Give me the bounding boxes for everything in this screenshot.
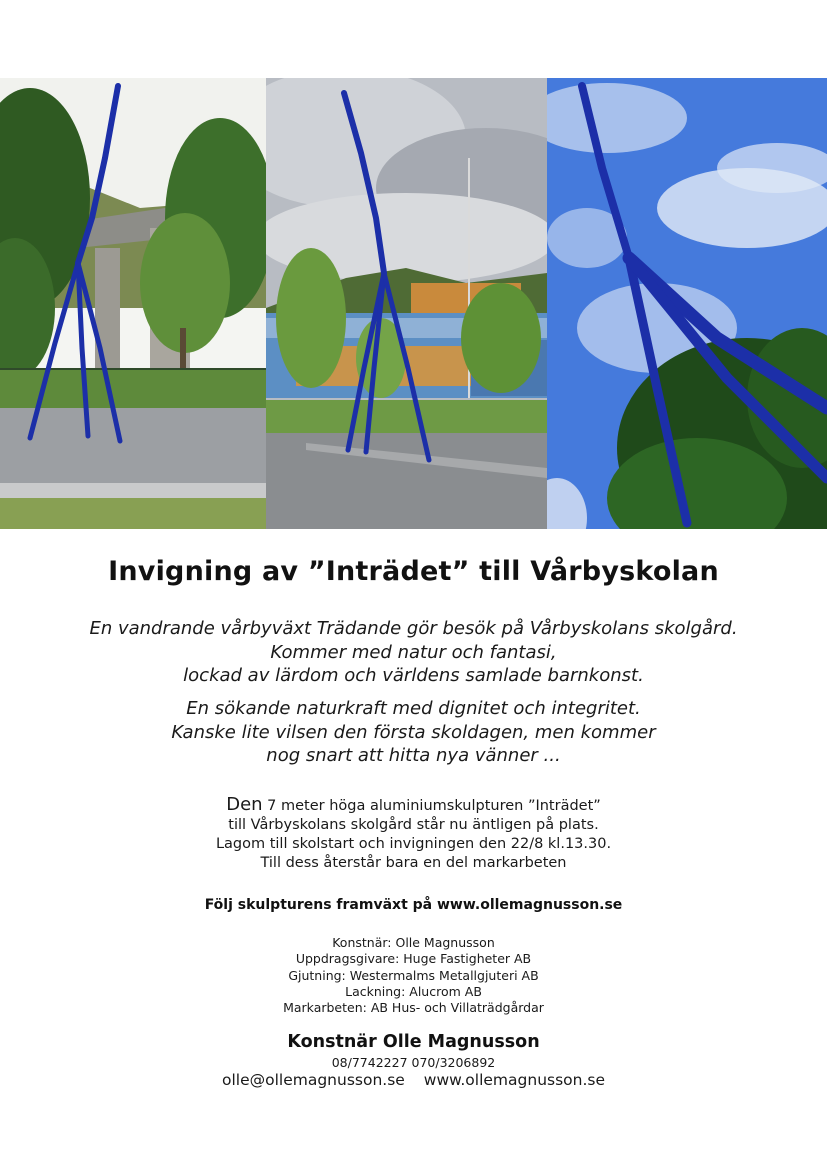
credit-line: Uppdragsgivare: Huge Fastigheter AB — [295, 951, 532, 967]
credit-line: Konstnär: Olle Magnusson — [332, 935, 495, 950]
poem-line: nog snart att hitta nya vänner ... — [266, 745, 561, 766]
credit-line: Lackning: Alucrom AB — [345, 983, 482, 999]
phone-numbers: 08/7742227 070/3206892 — [331, 1055, 496, 1070]
credits-list — [0, 935, 827, 1016]
announcement-line: till Vårbyskolans skolgård står nu äntligen på plats. — [228, 817, 599, 833]
poem-line: lockad av lärdom och världens samlade barnkonst. — [183, 665, 644, 686]
credit-line: Markarbeten: AB Hus- och Villaträdgårdar — [283, 1000, 544, 1016]
sculpture-photo-school — [266, 78, 547, 529]
poem-stanza-2 — [0, 697, 827, 768]
announcement-line: Lagom till skolstart och invigningen den 22/8 kl.13.30. — [215, 836, 612, 852]
announcement-first-word: Den — [226, 794, 263, 815]
announcement-text — [0, 795, 827, 873]
announcement-first-rest: 7 meter höga aluminiumskulpturen ”Inträdet” — [262, 798, 601, 814]
announcement-line: Till dess återstår bara en del markarbeten — [260, 855, 567, 871]
page-title: Invigning av ”Inträdet” till Vårbyskolan — [108, 556, 719, 587]
poem-line: Kommer med natur och fantasi, — [270, 641, 557, 663]
credit-line: Gjutning: Westermalms Metallgjuteri AB — [288, 967, 539, 983]
announcement-line — [0, 795, 827, 816]
contact-line — [0, 1071, 827, 1089]
photo-strip — [0, 78, 827, 529]
sculpture-photo-bridge — [0, 78, 266, 529]
poem-line: En vandrande vårbyväxt Trädande gör besök på Vårbyskolans skolgård. — [89, 618, 738, 639]
artist-name: Konstnär Olle Magnusson — [287, 1032, 540, 1052]
poem-stanza-1 — [0, 617, 827, 688]
email-link[interactable]: olle@ollemagnusson.se — [221, 1071, 405, 1089]
poem-line: En sökande naturkraft med dignitet och integritet. — [186, 698, 641, 719]
follow-website-text: Följ skulpturens framväxt på www.ollemagnusson.se — [204, 897, 623, 913]
poem-line: Kanske lite vilsen den första skoldagen, men kommer — [171, 721, 656, 743]
sculpture-photo-sky — [547, 78, 827, 529]
website-link[interactable]: www.ollemagnusson.se — [423, 1071, 606, 1089]
